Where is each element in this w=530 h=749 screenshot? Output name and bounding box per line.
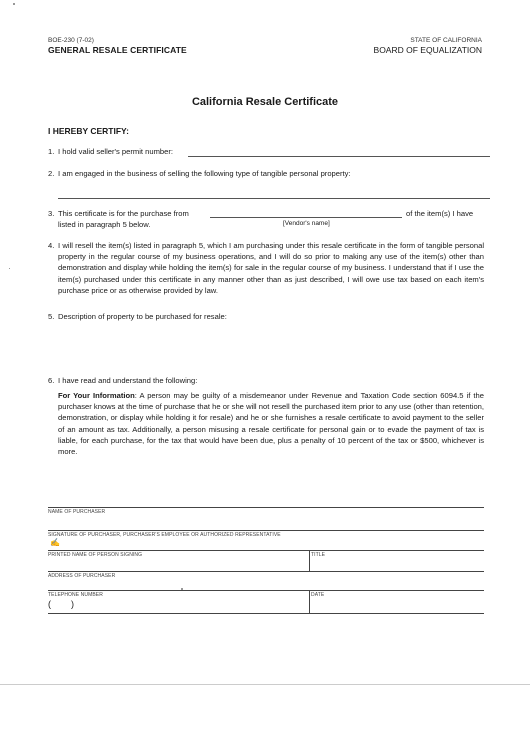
item-4-text: I will resell the item(s) listed in paragraph 5, which I am purchasing under this resale certificate in the form of tangible personal property in the regular course of my business operations, and I will do so prior to making any use of the item(s) other than demonstration and display while holding the item(s) for sale in the regular course of my business. I understand that if I use the item(s) purchased under this certificate in any manner other than as just described, I will owe use tax based on each item's purchase price or as otherwise provided by law. bbox=[58, 241, 484, 295]
permit-number-field[interactable] bbox=[188, 156, 490, 157]
item-2-number: 2. bbox=[48, 169, 55, 178]
scan-speck bbox=[13, 3, 15, 5]
date-field[interactable] bbox=[312, 598, 482, 612]
item-4-number: 4. bbox=[48, 241, 55, 250]
telephone-field[interactable]: ( ) bbox=[48, 599, 74, 609]
divider bbox=[48, 550, 484, 551]
scan-speck bbox=[181, 588, 183, 590]
page-title: California Resale Certificate bbox=[191, 96, 339, 108]
title-label: TITLE bbox=[311, 552, 326, 558]
purchaser-fields bbox=[48, 507, 484, 617]
item-1-number: 1. bbox=[48, 147, 55, 156]
info-text: : A person may be guilty of a misdemeanor under Revenue and Taxation Code section 6094.5 if the purchaser knows at the time of purchase that he or she will not resell the purchased item prior to any use (other than retention, demonstration, or display while holding it for resale) and he or she furnishes a resale certificate to avoid payment to the seller of an amount as tax. Additionally, a person misusing a resale certificate for personal gain or to evade the payment of tax is liable, for each purchase, for the tax that would have been due, plus a penalty of 10 percent of the tax or $500, whichever is more. bbox=[58, 391, 484, 457]
address-field[interactable] bbox=[48, 579, 484, 590]
divider bbox=[48, 507, 484, 508]
purchaser-name-label: NAME OF PURCHASER bbox=[48, 509, 106, 515]
signature-field[interactable] bbox=[62, 538, 482, 550]
form-name: GENERAL RESALE CERTIFICATE bbox=[48, 45, 187, 55]
item-4 bbox=[48, 240, 484, 296]
item-3-number: 3. bbox=[48, 209, 55, 218]
date-label: DATE bbox=[311, 592, 325, 598]
item-5 bbox=[48, 311, 484, 322]
title-field[interactable] bbox=[312, 558, 482, 572]
printed-name-field[interactable] bbox=[48, 558, 306, 572]
divider bbox=[309, 550, 310, 571]
vendor-name-field[interactable] bbox=[210, 217, 402, 218]
item-2 bbox=[48, 168, 484, 179]
property-type-field[interactable] bbox=[58, 198, 490, 199]
info-paragraph bbox=[58, 390, 484, 457]
item-1-text: I hold valid seller's permit number: bbox=[58, 147, 173, 156]
item-3-text-a: This certificate is for the purchase from bbox=[58, 209, 189, 218]
item-3-text-b: of the item(s) I have bbox=[406, 209, 474, 218]
state-label: STATE OF CALIFORNIA bbox=[410, 37, 482, 44]
divider bbox=[48, 613, 484, 614]
item-5-number: 5. bbox=[48, 312, 55, 321]
scan-speck bbox=[9, 268, 10, 269]
property-description-area[interactable] bbox=[58, 324, 490, 370]
purchaser-name-field[interactable] bbox=[48, 515, 484, 529]
divider bbox=[309, 590, 310, 613]
item-3-text-c: listed in paragraph 5 below. bbox=[58, 220, 151, 229]
pen-icon: ✍ bbox=[50, 538, 60, 547]
divider bbox=[48, 590, 484, 591]
vendor-name-label: [Vendor's name] bbox=[283, 220, 330, 227]
divider bbox=[48, 571, 484, 572]
scan-edge bbox=[0, 684, 530, 685]
info-heading: For Your Information bbox=[58, 391, 135, 400]
form-code: BOE-230 (7-02) bbox=[48, 37, 94, 44]
printed-name-label: PRINTED NAME OF PERSON SIGNING bbox=[48, 552, 143, 558]
item-5-text: Description of property to be purchased for resale: bbox=[58, 312, 227, 321]
certify-heading: I HEREBY CERTIFY: bbox=[48, 126, 129, 136]
item-6-number: 6. bbox=[48, 376, 55, 385]
item-2-text: I am engaged in the business of selling the following type of tangible personal property: bbox=[58, 169, 351, 178]
address-label: ADDRESS OF PURCHASER bbox=[48, 573, 116, 579]
item-6 bbox=[48, 375, 484, 386]
telephone-label: TELEPHONE NUMBER bbox=[48, 592, 103, 598]
item-6-text: I have read and understand the following: bbox=[58, 376, 198, 385]
divider bbox=[48, 530, 484, 531]
signature-label: SIGNATURE OF PURCHASER, PURCHASER'S EMPLOYEE OR AUTHORIZED REPRESENTATIVE bbox=[48, 532, 281, 538]
board-label: BOARD OF EQUALIZATION bbox=[373, 45, 482, 55]
